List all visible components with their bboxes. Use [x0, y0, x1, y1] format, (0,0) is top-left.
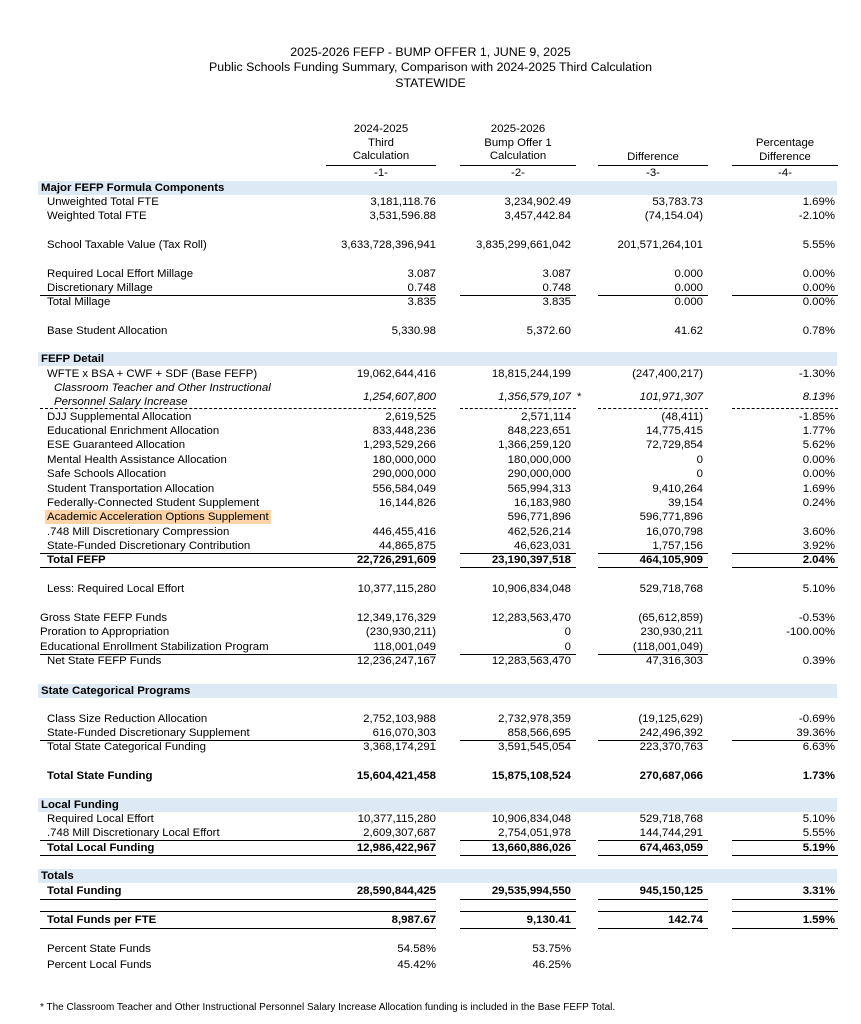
row-unweighted-fte — [0, 195, 861, 209]
dashed-rule — [732, 408, 838, 409]
cell-col3: 201,571,264,101 — [617, 239, 703, 251]
rule — [732, 899, 838, 900]
row-base-student-allocation — [0, 324, 861, 338]
cell-col4: 39.36% — [796, 727, 835, 739]
cell-col3: 0.000 — [674, 296, 703, 308]
cell-col1: 3,181,118.76 — [370, 196, 436, 208]
cell-col1: 10,377,115,280 — [357, 813, 436, 825]
cell-col3: 72,729,854 — [645, 439, 703, 451]
cell-col4: 0.24% — [802, 497, 835, 509]
row-proration — [0, 625, 861, 639]
cell-col2: 2,754,051,978 — [498, 827, 571, 839]
row-label: Required Local Effort Millage — [47, 268, 194, 280]
cell-col4: 5.19% — [802, 842, 835, 854]
cell-col3: 47,316,303 — [645, 655, 703, 667]
row-federally-connected — [0, 496, 861, 510]
cell-col2: 462,526,214 — [507, 526, 571, 538]
rule — [40, 855, 436, 856]
cell-col2: 848,223,651 — [507, 425, 571, 437]
row-label: Personnel Salary Increase — [54, 396, 188, 408]
rule — [732, 928, 838, 929]
cell-col1: 1,293,529,266 — [363, 439, 436, 451]
cell-col2: 3,591,545,054 — [498, 741, 571, 753]
cell-col1: 556,584,049 — [372, 483, 436, 495]
col1-header — [326, 123, 436, 164]
row-label: Total State Categorical Funding — [47, 741, 206, 753]
col4-header-rule — [732, 165, 838, 166]
col1-header-rule — [326, 165, 436, 166]
row-label: Less: Required Local Effort — [47, 583, 185, 595]
col3-header-line1: Difference — [627, 151, 679, 163]
cell-col3: 529,718,768 — [639, 813, 703, 825]
cell-col2: 0 — [564, 641, 571, 653]
col3-header-rule — [598, 165, 708, 166]
cell-col3: 1,757,156 — [652, 540, 703, 552]
row-label: Classroom Teacher and Other Instructional — [54, 382, 271, 394]
row-enrichment — [0, 424, 861, 438]
cell-col1: 19,062,644,416 — [356, 368, 436, 380]
cell-col4: 1.69% — [802, 196, 835, 208]
section-fefp-detail: FEFP Detail — [41, 353, 105, 365]
section-bar-detail — [38, 352, 837, 366]
section-bar-totals — [38, 869, 837, 883]
cell-col3: 101,971,307 — [639, 391, 703, 403]
cell-col2: 3,234,902.49 — [504, 196, 571, 208]
row-label: .748 Mill Discretionary Compression — [47, 526, 230, 538]
row-label-highlighted: Academic Acceleration Options Supplement — [47, 511, 269, 523]
row-total-fefp — [0, 553, 861, 567]
col4-header — [732, 137, 838, 164]
rule — [598, 928, 708, 929]
row-salary-increase — [0, 390, 861, 408]
cell-col1: 28,590,844,425 — [356, 885, 436, 897]
col3-header — [598, 151, 708, 165]
row-label: Educational Enrichment Allocation — [47, 425, 220, 437]
row-required-millage — [0, 267, 861, 281]
row-label: Class Size Reduction Allocation — [47, 713, 208, 725]
cell-col1: 12,349,176,329 — [356, 612, 436, 624]
cell-col1: 118,001,049 — [373, 641, 436, 653]
rule — [460, 911, 576, 912]
cell-col4: 0.39% — [802, 655, 835, 667]
rule — [40, 928, 436, 929]
cell-col4: 1.77% — [802, 425, 835, 437]
row-label: DJJ Supplemental Allocation — [47, 411, 192, 423]
cell-col4: 6.63% — [802, 741, 835, 753]
cell-col2: 0 — [564, 626, 571, 638]
section-bar-local — [38, 798, 837, 812]
cell-col4: 5.55% — [802, 239, 835, 251]
row-less-local-effort — [0, 582, 861, 596]
cell-col2: 29,535,994,550 — [491, 885, 571, 897]
cell-col3: 230,930,211 — [640, 626, 703, 638]
cell-col3: 16,070,798 — [645, 526, 703, 538]
row-label: WFTE x BSA + CWF + SDF (Base FEFP) — [47, 368, 258, 380]
row-mental-health — [0, 453, 861, 467]
cell-col4: -100.00% — [786, 626, 835, 638]
cell-col2: 5,372.60 — [526, 325, 571, 337]
cell-col4: -1.85% — [798, 411, 835, 423]
cell-col2: 3.835 — [542, 296, 571, 308]
row-label: Base Student Allocation — [47, 325, 168, 337]
cell-col4: 0.00% — [802, 268, 835, 280]
cell-col3: 53,783.73 — [652, 196, 703, 208]
cell-col1: 2,752,103,988 — [363, 713, 436, 725]
row-total-funding — [0, 884, 861, 898]
cell-col1: 5,330.98 — [391, 325, 436, 337]
cell-col2: 3,835,299,661,042 — [475, 239, 571, 251]
row-total-categorical — [0, 740, 861, 754]
col1-number: -1- — [374, 167, 388, 179]
row-label: Federally-Connected Student Supplement — [47, 497, 260, 509]
row-local-required-effort — [0, 812, 861, 826]
row-label: .748 Mill Discretionary Local Effort — [47, 827, 220, 839]
cell-col2: 23,190,397,518 — [491, 554, 571, 566]
cell-col3: 0.000 — [674, 268, 703, 280]
cell-col4: 1.59% — [802, 914, 835, 926]
row-label: Student Transportation Allocation — [47, 483, 215, 495]
col4-number: -4- — [778, 167, 792, 179]
rule — [460, 855, 576, 856]
cell-col4: -0.53% — [798, 612, 835, 624]
row-label: State-Funded Discretionary Supplement — [47, 727, 250, 739]
rule — [460, 567, 576, 568]
cell-col3: 945,150,125 — [639, 885, 703, 897]
row-label: Total FEFP — [47, 554, 106, 566]
rule — [732, 567, 838, 568]
row-label: State-Funded Discretionary Contribution — [47, 540, 251, 552]
rule — [598, 911, 708, 912]
cell-col4: 1.73% — [802, 770, 835, 782]
cell-col2: 3.087 — [542, 268, 571, 280]
row-ese — [0, 438, 861, 452]
row-label: Net State FEFP Funds — [47, 655, 162, 667]
row-label: Percent State Funds — [47, 943, 151, 955]
rule — [460, 899, 576, 900]
cell-col1: 290,000,000 — [372, 468, 436, 480]
cell-col2: 0.748 — [542, 282, 571, 294]
row-class-size — [0, 712, 861, 726]
col1-header-line1: 2024-2025 — [353, 123, 409, 135]
cell-col1: 10,377,115,280 — [357, 583, 436, 595]
cell-col1: 12,986,422,967 — [356, 842, 436, 854]
rule — [732, 911, 838, 912]
cell-col4: 1.69% — [802, 483, 835, 495]
cell-col3: 529,718,768 — [639, 583, 703, 595]
row-total-millage — [0, 295, 861, 309]
row-label: Safe Schools Allocation — [47, 468, 167, 480]
cell-col2: 46,623,031 — [513, 540, 571, 552]
cell-col1: 0.748 — [407, 282, 436, 294]
row-label: Total State Funding — [47, 770, 153, 782]
cell-col2: 10,906,834,048 — [491, 813, 571, 825]
cell-col1: 15,604,421,458 — [356, 770, 436, 782]
cell-col1: 3.835 — [407, 296, 436, 308]
row-transportation — [0, 482, 861, 496]
row-label: Total Local Funding — [47, 842, 155, 854]
cell-col4: 3.92% — [802, 540, 835, 552]
cell-col3: 14,775,415 — [645, 425, 703, 437]
row-label: Mental Health Assistance Allocation — [47, 454, 227, 466]
row-label: Total Funding — [47, 885, 122, 897]
cell-col4: -0.69% — [798, 713, 835, 725]
cell-col4: 8.13% — [802, 391, 835, 403]
cell-col2: 565,994,313 — [507, 483, 571, 495]
cell-col1: 22,726,291,609 — [356, 554, 436, 566]
section-local-funding: Local Funding — [41, 799, 119, 811]
row-enrollment-stabilization — [0, 640, 861, 654]
cell-col3: 0.000 — [674, 282, 703, 294]
section-state-categorical: State Categorical Programs — [41, 685, 191, 697]
footnote-marker: * — [577, 391, 582, 403]
row-net-state-fefp — [0, 654, 861, 668]
cell-col4: 3.60% — [802, 526, 835, 538]
cell-col3: 39,154 — [668, 497, 703, 509]
cell-col4: 2.04% — [802, 554, 835, 566]
col2-number: -2- — [511, 167, 525, 179]
cell-col1: 3,368,174,291 — [363, 741, 436, 753]
cell-col4: 0.00% — [802, 454, 835, 466]
col1-header-line3: Calculation — [352, 150, 410, 163]
col2-header-line1: 2025-2026 — [490, 123, 546, 135]
cell-col1: 180,000,000 — [372, 454, 436, 466]
cell-col2: 1,356,579,107 — [498, 391, 571, 403]
col2-header-rule — [460, 165, 576, 166]
row-label: Discretionary Millage — [47, 282, 153, 294]
cell-col2: 2,732,978,359 — [498, 713, 571, 725]
cell-col1: 446,455,416 — [372, 526, 436, 538]
col4-header-line2: Difference — [759, 150, 811, 163]
row-label: Percent Local Funds — [47, 959, 152, 971]
cell-col3: (65,612,859) — [638, 612, 703, 624]
col3-number: -3- — [646, 167, 660, 179]
cell-col1: 3,633,728,396,941 — [340, 239, 436, 251]
cell-col2: 53.75% — [532, 943, 571, 955]
row-percent-local — [0, 958, 861, 972]
cell-col4: 0.78% — [802, 325, 835, 337]
report-subtitle: Public Schools Funding Summary, Comparison with 2024-2025 Third Calculation — [208, 60, 653, 74]
row-safe-schools — [0, 467, 861, 481]
row-total-local-funding — [0, 841, 861, 855]
cell-col4: 5.62% — [802, 439, 835, 451]
cell-col1: 44,865,875 — [378, 540, 436, 552]
row-base-fefp — [0, 367, 861, 381]
cell-col1: 2,619,525 — [385, 411, 436, 423]
cell-col4: 0.00% — [802, 282, 835, 294]
cell-col1: 54.58% — [397, 943, 436, 955]
row-label: Weighted Total FTE — [47, 210, 147, 222]
section-totals: Totals — [41, 870, 74, 882]
cell-col4: 5.10% — [802, 583, 835, 595]
cell-col3: (118,001,049) — [632, 641, 703, 653]
cell-col2: 3,457,442.84 — [504, 210, 571, 222]
cell-col2: 46.25% — [532, 959, 571, 971]
row-discretionary-supplement — [0, 726, 861, 740]
cell-col2: 9,130.41 — [526, 914, 571, 926]
row-label: Required Local Effort — [47, 813, 154, 825]
cell-col2: 2,571,114 — [521, 411, 571, 423]
row-weighted-fte — [0, 209, 861, 223]
dashed-rule — [40, 408, 436, 409]
row-djj — [0, 410, 861, 424]
cell-col3: 674,463,059 — [639, 842, 703, 854]
rule — [40, 567, 436, 568]
cell-col2: 15,875,108,524 — [491, 770, 571, 782]
row-label: Gross State FEFP Funds — [40, 612, 168, 624]
cell-col3: 223,370,763 — [639, 741, 703, 753]
rule — [460, 928, 576, 929]
cell-col2: 10,906,834,048 — [491, 583, 571, 595]
cell-col1: 3.087 — [407, 268, 436, 280]
cell-col1: 8,987.67 — [391, 914, 436, 926]
rule — [732, 855, 838, 856]
cell-col2: 290,000,000 — [507, 468, 571, 480]
col2-header-line2: Bump Offer 1 — [484, 136, 552, 149]
rule — [40, 899, 436, 900]
cell-col2: 1,366,259,120 — [498, 439, 571, 451]
dashed-rule — [598, 408, 708, 409]
dashed-rule — [460, 408, 576, 409]
row-academic-acceleration — [0, 510, 861, 524]
row-discretionary-contribution — [0, 539, 861, 553]
cell-col3: 0 — [696, 468, 703, 480]
row-local-discretionary — [0, 826, 861, 840]
row-mill-compression — [0, 525, 861, 539]
cell-col3: (247,400,217) — [632, 368, 703, 380]
cell-col4: 0.00% — [802, 296, 835, 308]
row-label: School Taxable Value (Tax Roll) — [47, 239, 207, 251]
cell-col1: 616,070,303 — [372, 727, 436, 739]
cell-col3: 242,496,392 — [639, 727, 703, 739]
cell-col1: 16,144,826 — [378, 497, 436, 509]
cell-col3: (48,411) — [661, 411, 703, 423]
row-label: Educational Enrollment Stabilization Program — [40, 641, 269, 653]
row-label: ESE Guaranteed Allocation — [47, 439, 186, 451]
cell-col2: 16,183,980 — [513, 497, 571, 509]
cell-col3: 144,744,291 — [639, 827, 703, 839]
cell-col2: 12,283,563,470 — [491, 612, 571, 624]
cell-col3: 41.62 — [674, 325, 703, 337]
rule — [598, 855, 708, 856]
report-title: 2025-2026 FEFP - BUMP OFFER 1, JUNE 9, 2025 — [290, 45, 571, 59]
cell-col2: 858,566,695 — [507, 727, 571, 739]
row-gross-state-fefp — [0, 611, 861, 625]
row-total-state-funding — [0, 769, 861, 783]
row-label: Proration to Appropriation — [40, 626, 170, 638]
cell-col3: 270,687,066 — [639, 770, 703, 782]
cell-col1: 12,236,247,167 — [356, 655, 436, 667]
cell-col1: (230,930,211) — [365, 626, 436, 638]
rule — [40, 911, 436, 912]
cell-col4: 5.55% — [802, 827, 835, 839]
cell-col3: 9,410,264 — [652, 483, 703, 495]
cell-col3: 0 — [696, 454, 703, 466]
cell-col3: (19,125,629) — [638, 713, 703, 725]
col1-header-line2: Third — [368, 136, 394, 149]
cell-col3: 142.74 — [668, 914, 703, 926]
col4-header-line1: Percentage — [755, 137, 815, 149]
row-taxable-value — [0, 238, 861, 252]
row-funds-per-fte — [0, 913, 861, 927]
cell-col3: 464,105,909 — [639, 554, 703, 566]
cell-col2: 180,000,000 — [507, 454, 571, 466]
report-scope: STATEWIDE — [395, 76, 466, 90]
cell-col2: 13,660,886,026 — [491, 842, 571, 854]
row-label: Total Funds per FTE — [47, 914, 157, 926]
row-discretionary-millage — [0, 281, 861, 295]
col2-header — [460, 123, 576, 164]
cell-col2: 18,815,244,199 — [491, 368, 571, 380]
cell-col4: -1.30% — [798, 368, 835, 380]
cell-col1: 1,254,607,800 — [363, 391, 436, 403]
cell-col2: 596,771,896 — [507, 511, 571, 523]
footnote: * The Classroom Teacher and Other Instructional Personnel Salary Increase Allocation funding is included in the Base FEFP Total. — [40, 1002, 616, 1013]
row-label: Unweighted Total FTE — [47, 196, 159, 208]
cell-col1: 833,448,236 — [372, 425, 436, 437]
section-major-components: Major FEFP Formula Components — [41, 182, 225, 194]
rule — [598, 899, 708, 900]
cell-col4: 3.31% — [802, 885, 835, 897]
cell-col1: 3,531,596.88 — [369, 210, 436, 222]
cell-col1: 45.42% — [397, 959, 436, 971]
cell-col3: (74,154.04) — [644, 210, 703, 222]
col2-header-line3: Calculation — [489, 150, 547, 163]
row-label: Total Millage — [47, 296, 111, 308]
row-percent-state — [0, 942, 861, 956]
cell-col4: 0.00% — [802, 468, 835, 480]
cell-col4: 5.10% — [802, 813, 835, 825]
rule — [598, 567, 708, 568]
cell-col4: -2.10% — [798, 210, 835, 222]
cell-col2: 12,283,563,470 — [491, 655, 571, 667]
cell-col3: 596,771,896 — [639, 511, 703, 523]
cell-col1: 2,609,307,687 — [363, 827, 436, 839]
